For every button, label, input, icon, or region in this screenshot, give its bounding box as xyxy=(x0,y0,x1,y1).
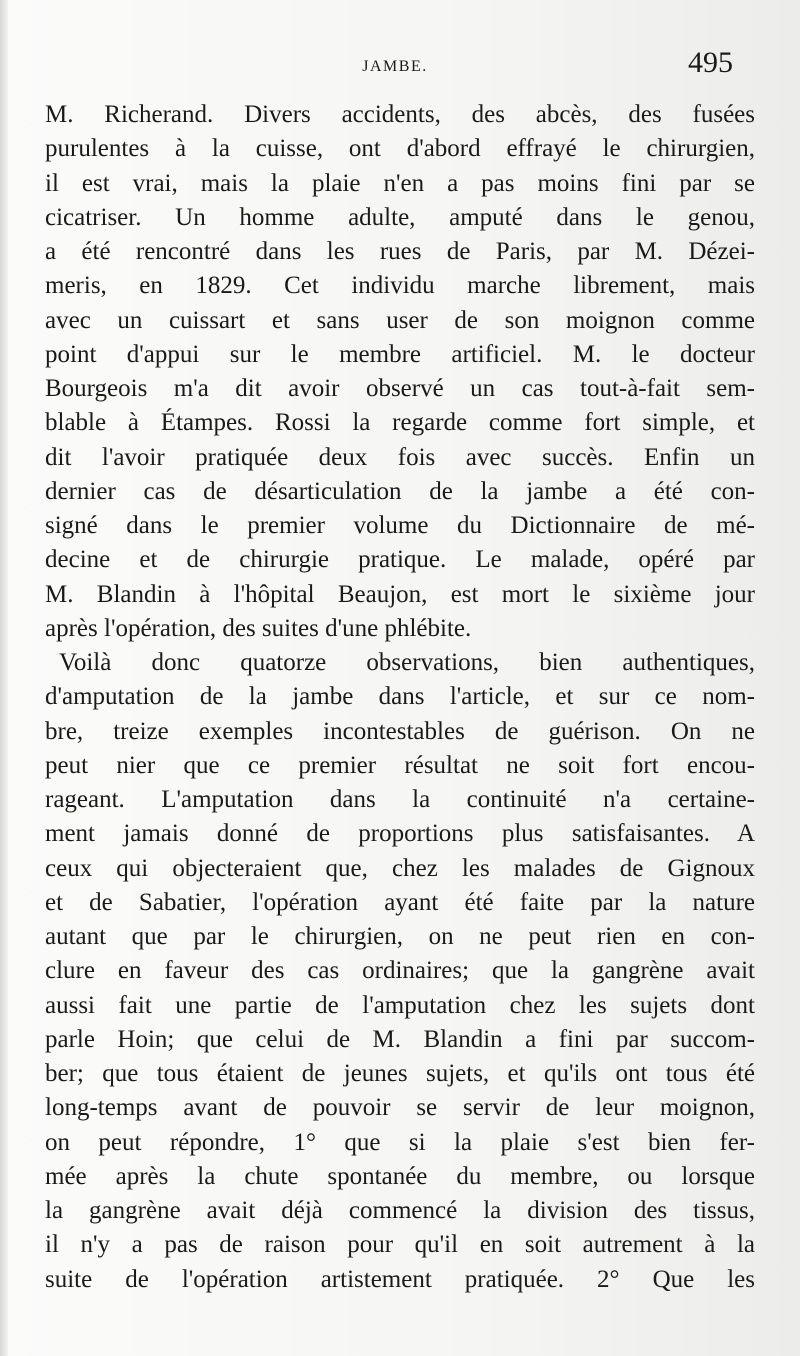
text-line: ment jamais donné de proportions plus satisfaisantes. A xyxy=(45,820,755,848)
text-line: la gangrène avait déjà commencé la division des tissus, xyxy=(45,1197,755,1224)
text-line: peut nier que ce premier résultat ne soit fort encou- xyxy=(45,751,755,779)
text-line: M. Blandin à l'hôpital Beaujon, est mort le sixième jour xyxy=(45,580,755,608)
text-line: decine et de chirurgie pratique. Le malade, opéré par xyxy=(45,546,755,574)
text-line: il n'y a pas de raison pour qu'il en soit autrement à la xyxy=(45,1231,755,1259)
text-line: blable à Étampes. Rossi la regarde comme fort simple, et xyxy=(45,409,755,437)
text-line: Voilà donc quatorze observations, bien authentiques, xyxy=(59,649,755,676)
text-line: M. Richerand. Divers accidents, des abcès, des fusées xyxy=(45,101,755,128)
text-line: a été rencontré dans les rues de Paris, par M. Dézei- xyxy=(45,238,755,265)
text-line: clure en faveur des cas ordinaires; que la gangrène avait xyxy=(45,957,755,985)
text-line: après l'opération, des suites d'une phlébite. xyxy=(45,614,472,642)
text-line: on peut répondre, 1° que si la plaie s'est bien fer- xyxy=(45,1128,755,1156)
page-number: 495 xyxy=(688,46,733,79)
text-line: d'amputation de la jambe dans l'article, et sur ce nom- xyxy=(45,683,755,711)
text-line: purulentes à la cuisse, ont d'abord effrayé le chirurgien, xyxy=(45,135,755,163)
text-line: signé dans le premier volume du Dictionnaire de mé- xyxy=(45,512,755,539)
text-line: meris, en 1829. Cet individu marche librement, mais xyxy=(45,272,755,300)
text-line: Bourgeois m'a dit avoir observé un cas tout-à-fait sem- xyxy=(45,375,755,402)
running-title: JAMBE. xyxy=(362,58,428,75)
text-line: il est vrai, mais la plaie n'en a pas moins fini par se xyxy=(45,169,755,197)
paragraph xyxy=(45,98,755,646)
body-text xyxy=(45,98,755,1297)
text-line: rageant. L'amputation dans la continuité n'a certaine- xyxy=(45,786,755,813)
text-line: autant que par le chirurgien, on ne peut rien en con- xyxy=(45,923,755,950)
text-line: ber; que tous étaient de jeunes sujets, et qu'ils ont tous été xyxy=(45,1060,755,1087)
text-line: et de Sabatier, l'opération ayant été faite par la nature xyxy=(45,888,755,916)
text-line: mée après la chute spontanée du membre, ou lorsque xyxy=(45,1162,755,1190)
text-line: long-temps avant de pouvoir se servir de leur moignon, xyxy=(45,1094,755,1122)
text-line: avec un cuissart et sans user de son moignon comme xyxy=(45,306,755,334)
text-line: aussi fait une partie de l'amputation chez les sujets dont xyxy=(45,991,755,1019)
text-line: dit l'avoir pratiquée deux fois avec succès. Enfin un xyxy=(45,443,755,471)
paragraph xyxy=(45,646,755,1297)
text-line: cicatriser. Un homme adulte, amputé dans le genou, xyxy=(45,203,755,231)
text-line: point d'appui sur le membre artificiel. M. le docteur xyxy=(45,340,755,368)
text-line: ceux qui objecteraient que, chez les malades de Gignoux xyxy=(45,854,755,882)
page-left-edge xyxy=(0,0,8,1356)
text-line: suite de l'opération artistement pratiquée. 2° Que les xyxy=(45,1265,755,1293)
text-line: dernier cas de désarticulation de la jambe a été con- xyxy=(45,477,755,505)
text-line: bre, treize exemples incontestables de guérison. On ne xyxy=(45,717,755,745)
text-line: parle Hoin; que celui de M. Blandin a fini par succom- xyxy=(45,1025,755,1053)
